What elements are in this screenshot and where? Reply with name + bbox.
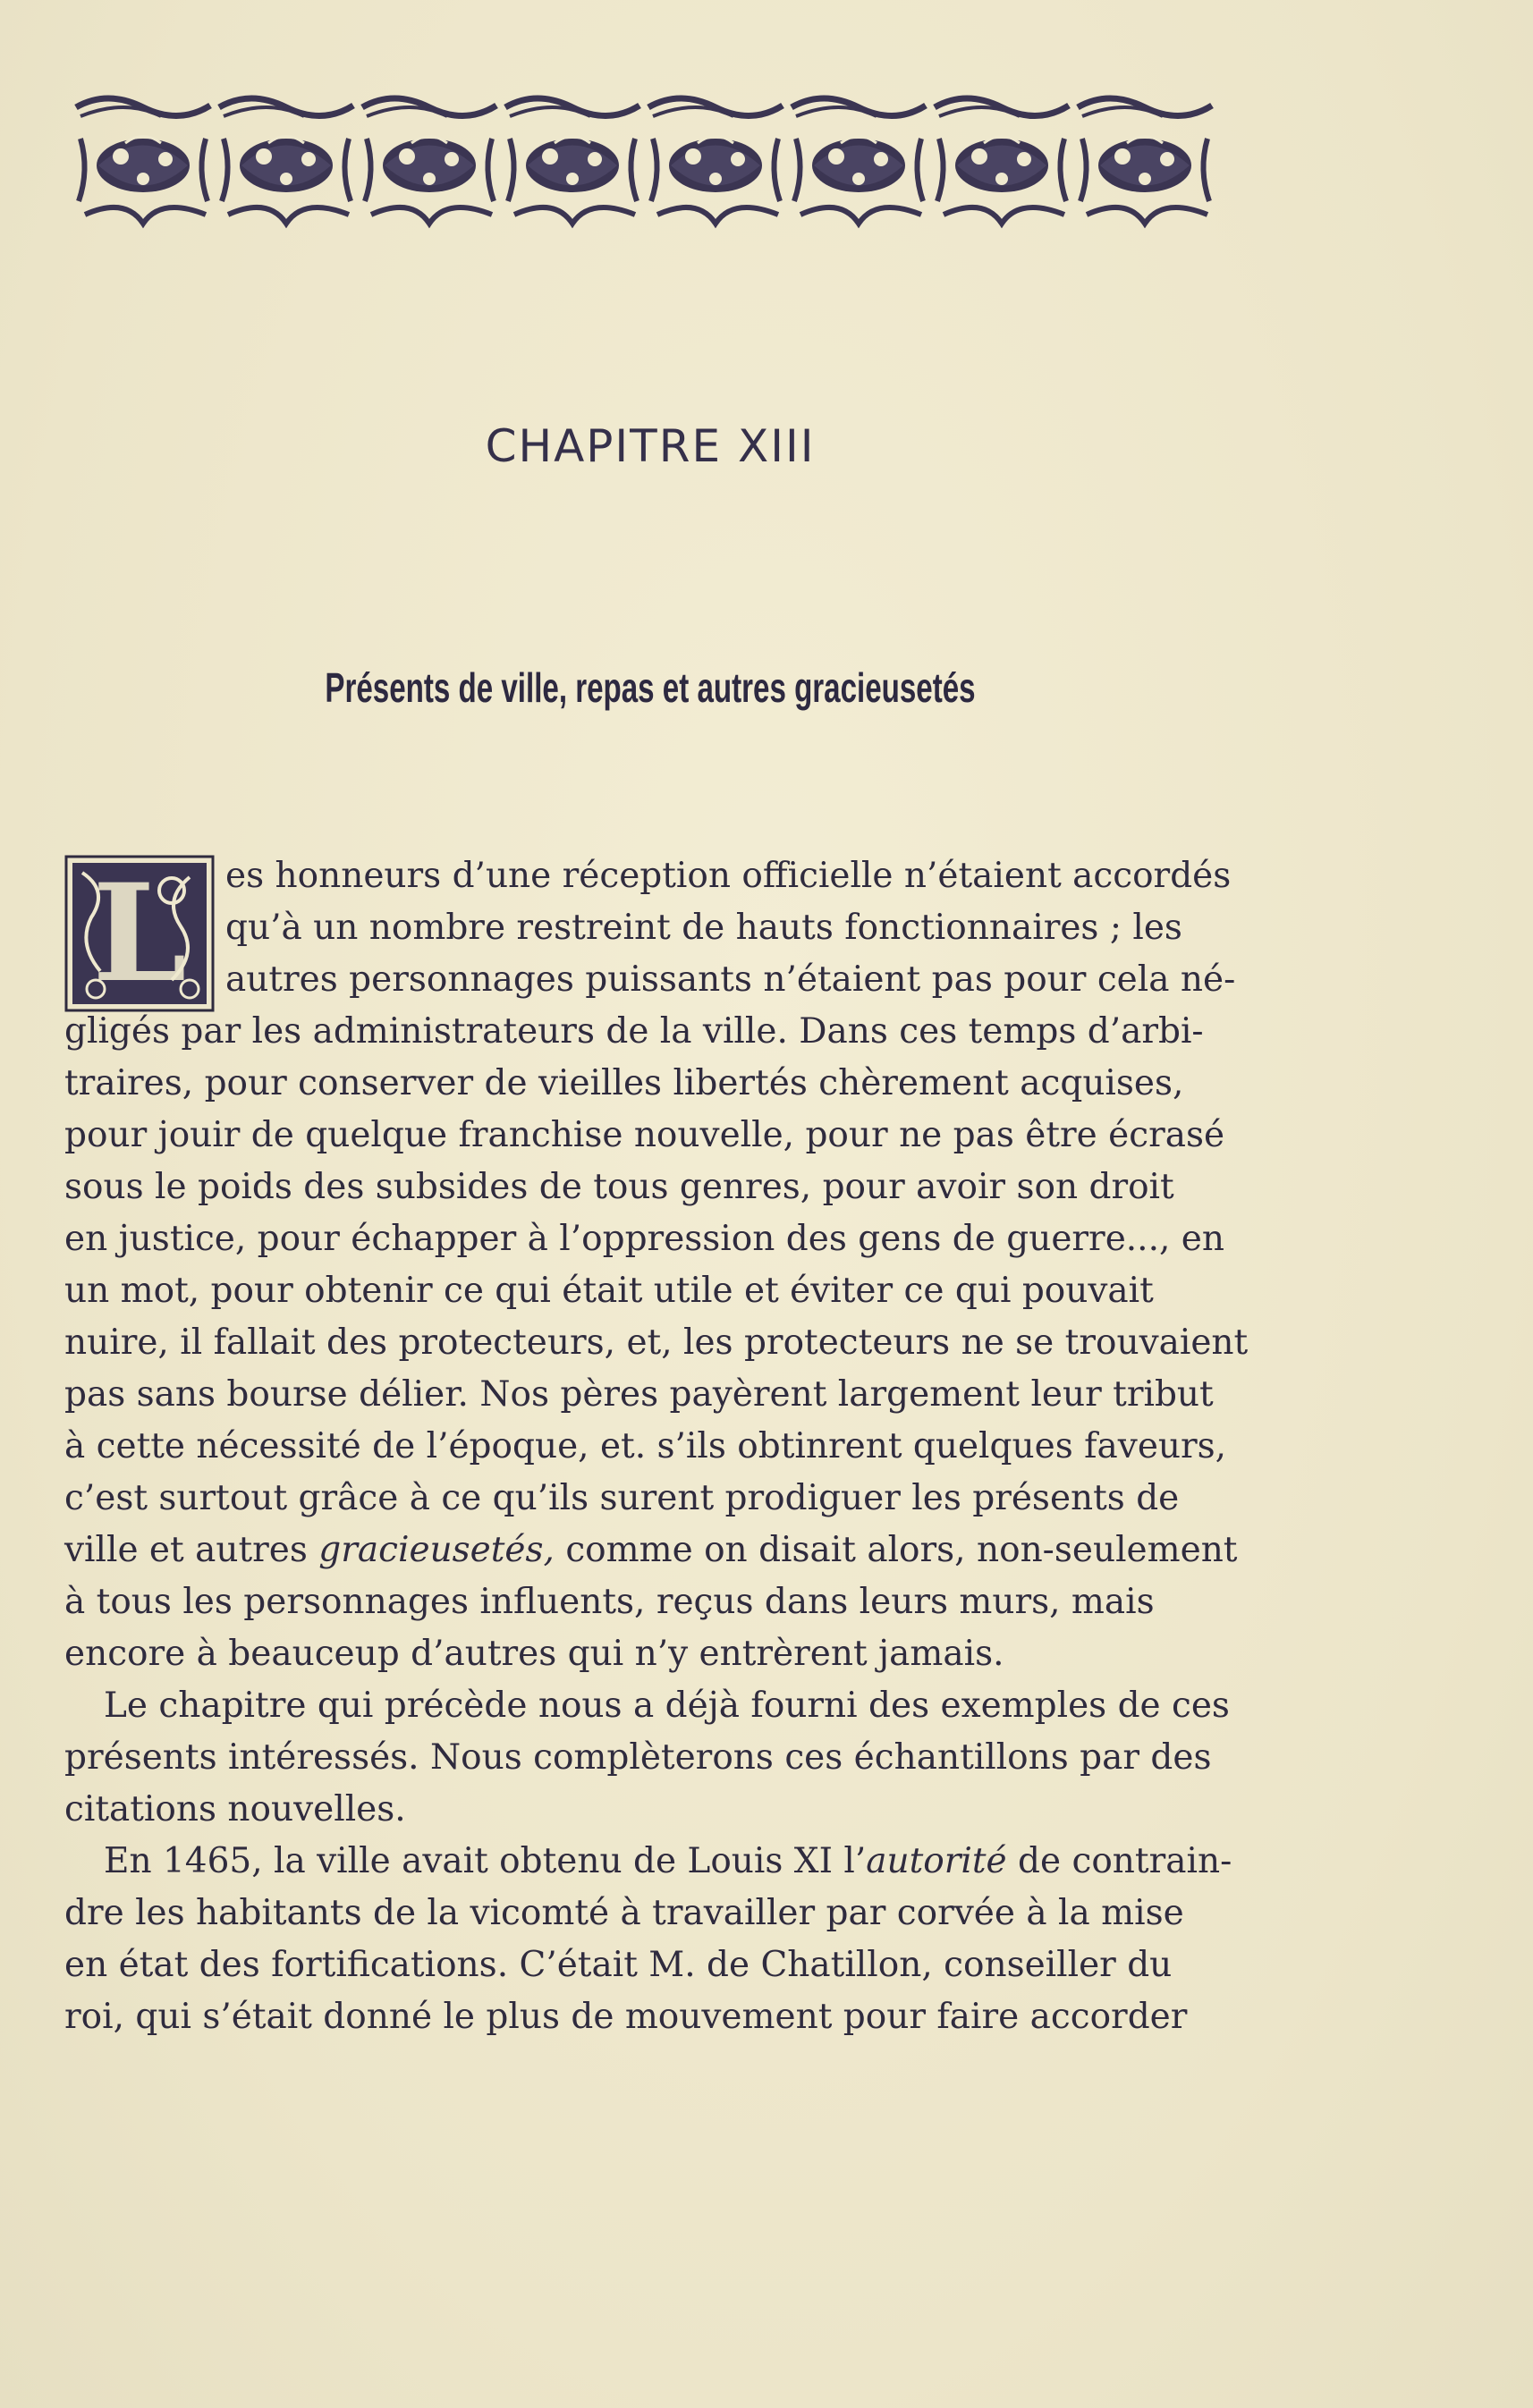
text-line: sous le poids des subsides de tous genres, pour avoir son droit (64, 1167, 1174, 1207)
text-line: autres personnages puissants n’étaient pas pour cela né- (225, 959, 1236, 1000)
text-line: un mot, pour obtenir ce qui était utile et éviter ce qui pouvait (64, 1271, 1154, 1311)
dropcap-letter: L (92, 855, 187, 1012)
text-line: pas sans bourse délier. Nos pères payèrent largement leur tribut (64, 1374, 1214, 1415)
text-line: présents intéressés. Nous complèterons ces échantillons par des (64, 1737, 1212, 1778)
text-segment: En 1465, la ville avait obtenu de Louis XI l’ (104, 1841, 867, 1881)
text-line: nuire, il fallait des protecteurs, et, les protecteurs ne se trouvaient (64, 1322, 1249, 1363)
chapter-title: CHAPITRE XIII (485, 420, 816, 472)
text-line: à tous les personnages influents, reçus dans leurs murs, mais (64, 1582, 1155, 1622)
text-line: c’est surtout grâce à ce qu’ils surent prodiguer les présents de (64, 1478, 1180, 1518)
text-segment: comme on disait alors, non-seulement (565, 1530, 1238, 1570)
dropcap (64, 855, 215, 1012)
ornamental-banner (72, 89, 1216, 234)
text-line: en état des fortifications. C’était M. de Chatillon, conseiller du (64, 1945, 1173, 1985)
text-segment: ville et autres (64, 1530, 308, 1570)
text-line (64, 1528, 1237, 1573)
text-line: traires, pour conserver de vieilles libertés chèrement acquises, (64, 1063, 1184, 1103)
chapter-subtitle: Présents de ville, repas et autres gracieusetés (325, 664, 976, 711)
text-line: à cette nécessité de l’époque, et. s’ils obtinrent quelques faveurs, (64, 1426, 1227, 1466)
italic-term: gracieusetés, (318, 1530, 555, 1570)
text-line: dre les habitants de la vicomté à travailler par corvée à la mise (64, 1893, 1184, 1933)
text-line: encore à beauceup d’autres qui n’y entrèrent jamais. (64, 1634, 1004, 1674)
text-line: gligés par les administrateurs de la ville. Dans ces temps d’arbi- (64, 1011, 1204, 1052)
text-line: roi, qui s’était donné le plus de mouvement pour faire accorder (64, 1997, 1188, 2037)
text-line: citations nouvelles. (64, 1789, 406, 1829)
text-line: Le chapitre qui précède nous a déjà fourni des exemples de ces (104, 1686, 1230, 1726)
text-line (104, 1839, 1232, 1884)
text-line: pour jouir de quelque franchise nouvelle, pour ne pas être écrasé (64, 1115, 1225, 1155)
text-segment: de contrain- (1018, 1841, 1232, 1881)
text-line: qu’à un nombre restreint de hauts fonctionnaires ; les (225, 908, 1182, 948)
text-line: es honneurs d’une réception officielle n’étaient accordés (225, 856, 1232, 896)
italic-term: autorité (866, 1841, 1007, 1881)
text-line: en justice, pour échapper à l’oppression des gens de guerre..., en (64, 1219, 1224, 1259)
